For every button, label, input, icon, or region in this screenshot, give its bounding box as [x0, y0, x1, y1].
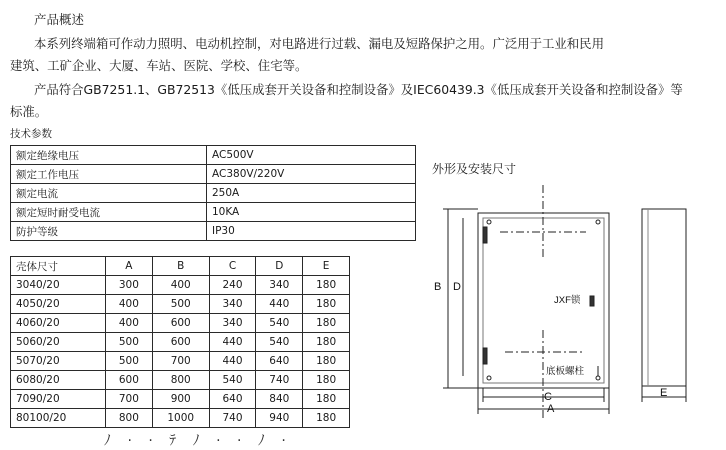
cell: 180	[303, 314, 350, 333]
cell: 4050/20	[11, 295, 106, 314]
cell: 4060/20	[11, 314, 106, 333]
column-header-size: 壳体尺寸	[11, 257, 106, 276]
cell: 740	[209, 409, 256, 428]
cell: 6080/20	[11, 371, 106, 390]
param-value: 250A	[207, 184, 416, 203]
cell: 600	[152, 333, 209, 352]
hinge-icon	[483, 227, 487, 243]
cell: 180	[303, 371, 350, 390]
cell: 440	[209, 333, 256, 352]
overview-paragraph-1-line-1: 本系列终端箱可作动力照明、电动机控制，对电路进行过载、漏电及短路保护之用。广泛用于工业和民用	[34, 36, 604, 51]
param-label: 额定短时耐受电流	[11, 203, 207, 222]
column-header-c: C	[209, 257, 256, 276]
cell: 5060/20	[11, 333, 106, 352]
param-value: AC380V/220V	[207, 165, 416, 184]
label-b: B	[434, 281, 442, 293]
param-label: 额定工作电压	[11, 165, 207, 184]
cell: 800	[106, 409, 153, 428]
column-header-a: A	[106, 257, 153, 276]
cell: 640	[256, 352, 303, 371]
cell: 7090/20	[11, 390, 106, 409]
overview-paragraph-2-line-1: 产品符合GB7251.1、GB72513《低压成套开关设备和控制设备》及IEC60439.3《低压成套开关设备和控制设备》等	[34, 82, 683, 97]
cell: 3040/20	[11, 276, 106, 295]
cell: 440	[209, 352, 256, 371]
hinge-icon	[483, 348, 487, 364]
param-value: IP30	[207, 222, 416, 241]
param-label: 防护等级	[11, 222, 207, 241]
param-value: AC500V	[207, 146, 416, 165]
cell: 180	[303, 295, 350, 314]
overview-paragraph-1-line-2: 建筑、工矿企业、大厦、车站、医院、学校、住宅等。	[10, 58, 308, 73]
cell: 340	[209, 295, 256, 314]
param-value: 10KA	[207, 203, 416, 222]
cell: 600	[152, 314, 209, 333]
cell: 440	[256, 295, 303, 314]
cell: 340	[209, 314, 256, 333]
cell: 1000	[152, 409, 209, 428]
param-label: 额定绝缘电压	[11, 146, 207, 165]
cell: 240	[209, 276, 256, 295]
cell: 600	[106, 371, 153, 390]
cell: 640	[209, 390, 256, 409]
cell: 180	[303, 333, 350, 352]
cell: 700	[152, 352, 209, 371]
bolt-icon	[487, 220, 491, 224]
label-a: A	[547, 403, 555, 415]
cell: 180	[303, 409, 350, 428]
drawing-title: 外形及安装尺寸	[432, 162, 517, 176]
cell: 80100/20	[11, 409, 106, 428]
cell: 540	[256, 314, 303, 333]
cell: 940	[256, 409, 303, 428]
bolt-icon	[596, 376, 600, 380]
column-header-d: D	[256, 257, 303, 276]
side-view-outline	[642, 209, 686, 386]
cell: 540	[256, 333, 303, 352]
cell: 400	[106, 295, 153, 314]
cell: 180	[303, 276, 350, 295]
tech-params-title: 技术参数	[10, 128, 52, 140]
cell: 700	[106, 390, 153, 409]
cell: 180	[303, 390, 350, 409]
cell: 740	[256, 371, 303, 390]
cell: 300	[106, 276, 153, 295]
cell: 5070/20	[11, 352, 106, 371]
cell: 180	[303, 352, 350, 371]
cell: 800	[152, 371, 209, 390]
bottom-partial-text: ﾉ · · ﾃ ﾉ · · ﾉ ·	[104, 433, 292, 449]
cell: 500	[106, 333, 153, 352]
cell: 840	[256, 390, 303, 409]
cell: 500	[106, 352, 153, 371]
label-e: E	[660, 387, 668, 399]
bolt-icon	[596, 220, 600, 224]
column-header-e: E	[303, 257, 350, 276]
label-d: D	[453, 281, 461, 293]
column-header-b: B	[152, 257, 209, 276]
cell: 340	[256, 276, 303, 295]
bolt-label: 底板螺柱	[546, 366, 585, 377]
lock-icon	[590, 296, 594, 306]
overview-paragraph-2-line-2: 标准。	[10, 104, 48, 119]
overview-title: 产品概述	[34, 12, 85, 27]
cell: 540	[209, 371, 256, 390]
param-label: 额定电流	[11, 184, 207, 203]
cell: 400	[152, 276, 209, 295]
cell: 900	[152, 390, 209, 409]
bolt-icon	[487, 376, 491, 380]
cell: 400	[106, 314, 153, 333]
label-c: C	[544, 391, 552, 403]
cell: 500	[152, 295, 209, 314]
lock-label: JXF锁	[554, 295, 581, 306]
